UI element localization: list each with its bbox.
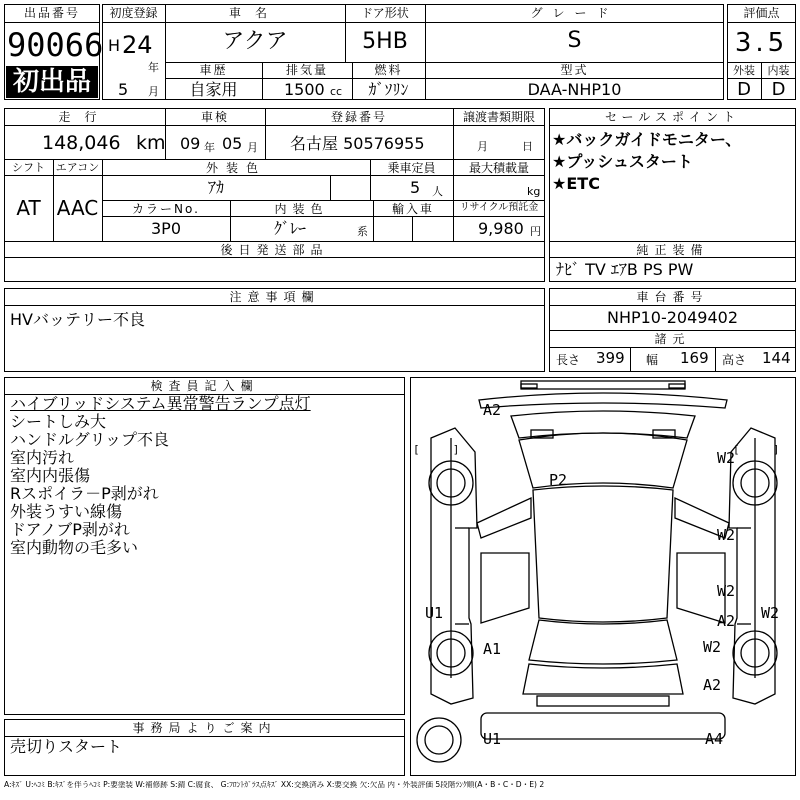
bracket-right: [ ]	[733, 443, 780, 456]
width: 169	[680, 349, 709, 367]
damage-mark: P2	[549, 471, 568, 489]
inspector-line-7: 外装うすい線傷	[10, 502, 123, 521]
lot-label: 出品番号	[23, 6, 80, 20]
lot-number: 90066	[7, 26, 104, 64]
inspector-label: 検査員記入欄	[150, 379, 259, 393]
model: DAA-NHP10	[527, 80, 622, 99]
intcolor-unit: 系	[357, 225, 368, 238]
recycle-label: リサイクル預託金	[459, 202, 539, 213]
shift: AT	[16, 196, 41, 220]
seats-unit: 人	[432, 185, 443, 198]
grade-label: グレード	[530, 6, 619, 20]
colorno: 3P0	[150, 219, 181, 238]
inspector-line-6: Rスポイラ－P剥がれ	[10, 484, 159, 503]
damage-mark: W2	[717, 526, 736, 544]
disp-label: 排気量	[285, 63, 328, 77]
color-label: 外装色	[205, 161, 266, 175]
chassis-number: NHP10-2049402	[606, 308, 739, 327]
name-label: 車名	[228, 6, 281, 20]
equipment: ﾅﾋﾞ TV ｴｱB PS PW	[556, 260, 694, 279]
inspector-line-4: 室内汚れ	[10, 448, 75, 467]
reg-year-unit: 年	[148, 61, 159, 74]
car-name: アクア	[222, 29, 288, 54]
chassis-label: 車台番号	[636, 290, 709, 304]
displacement: 1500	[284, 80, 325, 99]
length-label: 長さ	[556, 353, 581, 367]
intcolor-label: 内装色	[274, 202, 329, 216]
history: 自家用	[189, 80, 238, 99]
load-label: 最大積載量	[468, 161, 529, 175]
caution-label: 注意事項欄	[229, 290, 320, 304]
import-label: 輸入車	[391, 202, 434, 216]
door-label: ドア形状	[361, 6, 409, 20]
damage-mark: A2	[703, 676, 722, 694]
dims-label: 諸元	[654, 332, 691, 346]
insp-year: 09	[180, 134, 201, 153]
recycle: 9,980	[478, 219, 524, 238]
reg-month-unit: 月	[148, 85, 159, 98]
insp-year-unit: 年	[204, 141, 215, 154]
insp-month-unit: 月	[247, 141, 258, 154]
car-diagram	[410, 377, 796, 776]
reg-month: 5	[118, 80, 129, 99]
fuel-label: 燃料	[374, 63, 403, 77]
reg-year: 24	[122, 31, 153, 59]
office-text: 売切りスタート	[10, 737, 123, 756]
later-label: 後日発送部品	[220, 243, 329, 257]
int-grade: D	[771, 79, 786, 100]
inspector-line-9: 室内動物の毛多い	[10, 538, 139, 557]
fuel: ｶﾞｿﾘﾝ	[368, 80, 409, 99]
sales-label: セールスポイント	[605, 110, 740, 124]
legend: A:ｷｽﾞ U:ﾍｺﾐ B:ｷｽﾞを伴うﾍｺﾐ P:要塗装 W:補修跡 S:錆 C:腐食、 G:ﾌﾛﾝﾄｶﾞﾗｽ点ｷｽﾞ XX:交換済み X:要交換 欠:欠品 内・外装評価 5段階ﾗﾝｸ順(A・B・C・D・E) 2	[4, 781, 545, 789]
transfer-day-unit: 日	[522, 140, 533, 153]
damage-mark: A2	[483, 401, 502, 419]
width-label: 幅	[646, 353, 659, 367]
damage-mark: W2	[717, 582, 736, 600]
history-label: 車歴	[199, 63, 228, 77]
colorno-label: カラーNo.	[132, 202, 200, 216]
equip-label: 純正装備	[636, 243, 709, 257]
sales-point-2: ★プッシュスタート	[552, 152, 693, 171]
reg-number: 名古屋 50576955	[290, 134, 425, 153]
shift-label: シフト	[12, 161, 45, 174]
disp-unit: cc	[330, 85, 343, 98]
bracket-left: [ ]	[413, 443, 460, 456]
damage-mark: W2	[703, 638, 722, 656]
damage-mark: U1	[425, 604, 444, 622]
office-label: 事務局よりご案内	[132, 721, 277, 735]
inspector-line-3: ハンドルグリップ不良	[10, 430, 170, 449]
height-label: 高さ	[722, 353, 747, 367]
int-label: 内装	[767, 64, 790, 77]
inspector-line-5: 室内内張傷	[10, 466, 91, 485]
recycle-unit: 円	[530, 225, 541, 238]
door-type: 5HB	[362, 29, 408, 54]
sales-point-3: ★ETC	[552, 174, 600, 193]
transfer-month-unit: 月	[477, 140, 488, 153]
seats: 5	[410, 178, 421, 197]
reg-label: 初度登録	[109, 6, 158, 20]
grade: S	[567, 28, 582, 53]
inspector-line-8: ドアノブP剥がれ	[10, 520, 130, 539]
score: 3.5	[734, 28, 789, 58]
ac: AAC	[56, 196, 99, 220]
regno-label: 登録番号	[330, 110, 387, 124]
car-outline	[411, 378, 795, 775]
era: H	[108, 36, 121, 55]
color: ｱｶ	[207, 178, 224, 197]
inspector-line-1: ハイブリッドシステム異常警告ランプ点灯	[10, 394, 311, 413]
sales-point-1: ★バックガイドモニター、	[552, 130, 742, 149]
seats-label: 乗車定員	[387, 161, 436, 175]
insp-month: 05	[222, 134, 243, 153]
mileage-label: 走行	[58, 110, 111, 124]
inspection-label: 車検	[200, 110, 229, 124]
first-listing-badge: 初出品	[6, 66, 98, 98]
damage-mark: W2	[761, 604, 780, 622]
mileage: 148,046	[42, 132, 121, 154]
inspector-line-2: シートしみ大	[10, 412, 107, 431]
damage-mark: A2	[717, 612, 736, 630]
length: 399	[596, 349, 625, 367]
damage-mark: A4	[705, 730, 724, 748]
damage-mark: W2	[717, 449, 736, 467]
caution-text: HVバッテリー不良	[10, 310, 145, 329]
intcolor: ｸﾞﾚｰ	[273, 219, 306, 238]
damage-mark: U1	[483, 730, 502, 748]
score-label: 評価点	[743, 6, 780, 20]
ac-label: エアコン	[55, 161, 100, 174]
load-unit: kg	[527, 185, 541, 198]
mileage-unit: km	[136, 132, 166, 154]
damage-mark: A1	[483, 640, 502, 658]
ext-label: 外装	[733, 64, 755, 77]
height: 144	[762, 349, 791, 367]
transfer-label: 譲渡書類期限	[462, 110, 535, 124]
ext-grade: D	[737, 79, 751, 100]
model-label: 型式	[560, 63, 589, 77]
